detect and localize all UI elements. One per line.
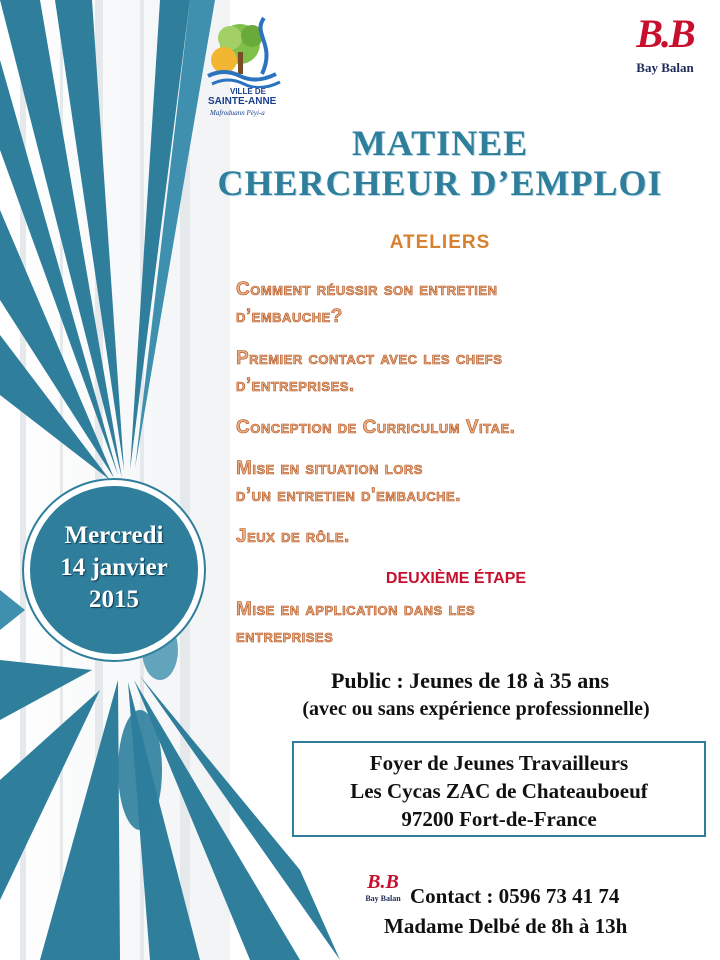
venue-city: 97200 Fort-de-France [401, 807, 597, 831]
ville-sainte-anne-logo [200, 14, 290, 124]
atelier-item-5: Jeux de rôle. [236, 526, 350, 547]
atelier-item-2a: Premier contact avec les chefs [236, 348, 503, 369]
bay-balan-small-letters: B.B [367, 871, 399, 893]
atelier-item-1a: Comment réussir son entretien [236, 279, 498, 300]
deuxieme-etape-line2: entreprises [236, 626, 334, 647]
date-year: 2015 [89, 586, 139, 613]
date-day-month: 14 janvier [60, 554, 168, 581]
venue-name: Foyer de Jeunes Travailleurs [369, 751, 629, 775]
contact-phone: Contact : 0596 73 41 74 [410, 884, 620, 908]
event-date [24, 520, 204, 616]
atelier-item-4a: Mise en situation lors [236, 458, 423, 479]
atelier-item-2b: d’entreprises. [236, 375, 355, 396]
title-line2: CHERCHEUR D’EMPLOI [217, 163, 663, 203]
ville-line1: VILLE DE [230, 87, 267, 96]
bay-balan-letters: B.B [636, 11, 694, 56]
ateliers-heading: ATELIERS [389, 232, 491, 253]
tree-wave-emblem-icon [204, 14, 284, 88]
public-target-note: (avec ou sans expérience professionnelle) [302, 698, 650, 720]
atelier-item-3: Conception de Curriculum Vitae. [236, 417, 516, 438]
date-weekday: Mercredi [64, 522, 164, 549]
bay-balan-logo [620, 11, 710, 76]
deuxieme-etape-heading: DEUXIÈME ÉTAPE [385, 570, 527, 587]
public-target: Public : Jeunes de 18 à 35 ans [330, 668, 610, 693]
bay-balan-name: Bay Balan [636, 60, 694, 75]
bay-balan-small-name: Bay Balan [365, 894, 401, 903]
atelier-item-1b: d’embauche? [236, 306, 343, 327]
ville-tagline: Mafroduann Pèyi-a [210, 109, 265, 117]
atelier-item-4b: d’un entretien d'embauche. [236, 485, 461, 506]
venue-street: Les Cycas ZAC de Chateauboeuf [350, 779, 648, 803]
title-line1: MATINEE [351, 123, 529, 163]
contact-hours: Madame Delbé de 8h à 13h [384, 914, 628, 938]
bay-balan-small-logo [360, 872, 406, 903]
ville-line2: SAINTE-ANNE [208, 96, 277, 107]
deuxieme-etape-line1: Mise en application dans les [236, 599, 476, 620]
venue-address-box [292, 741, 706, 837]
